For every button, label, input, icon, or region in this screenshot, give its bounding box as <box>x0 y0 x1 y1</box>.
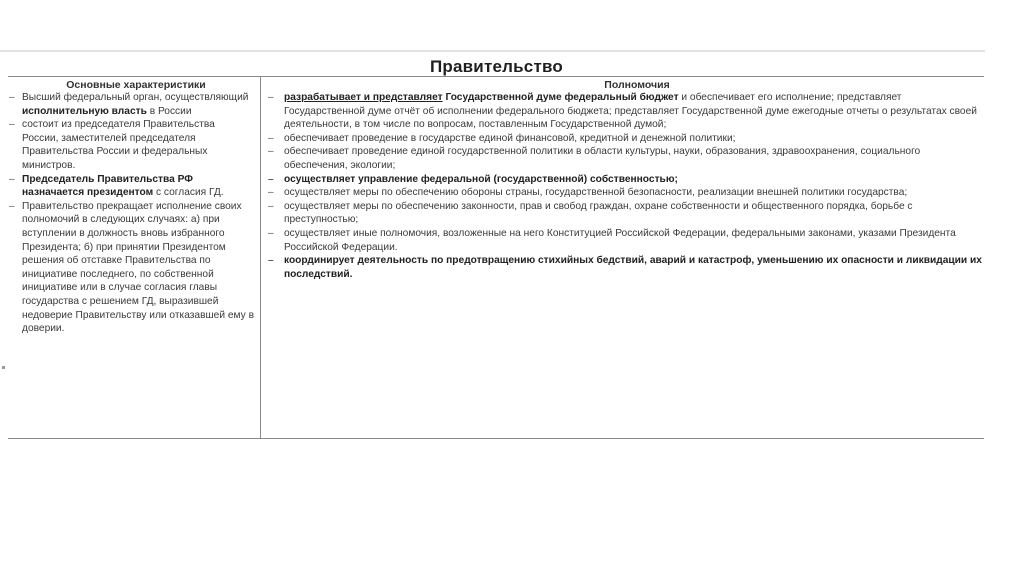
page-title: Правительство <box>430 57 563 76</box>
power-item <box>268 132 982 146</box>
item-text: обеспечивает проведение единой государственной политики в области культуры, науки, образования, здравоохранения, социального обеспечения, экологии; <box>284 146 921 171</box>
item-text: осуществляет меры по обеспечению законности, прав и свобод граждан, охране собственности и общественного порядка, борьбе с преступностью; <box>284 200 913 226</box>
item-text: Высший федеральный орган, осуществляющий <box>22 92 249 103</box>
power-item <box>268 91 982 132</box>
item-text: и обеспечивает его исполнение; представляет Государственной думе отчёт об исполнении федерального бюджета; представляет Государственной думе ежегодные отчеты о результатах своей деятельности, в том числе по вопросам, поставленным Государственной думой; <box>284 92 977 131</box>
slide-top-line <box>0 50 985 52</box>
item-text: осуществляет управление федеральной (государственной) собственностью; <box>284 173 678 185</box>
table-corner-mark <box>2 366 5 369</box>
item-text: с согласия ГД. <box>153 187 224 199</box>
item-text: Правительство прекращает исполнение своих полномочий в следующих случаях: а) при вступлении в должность вновь избранного Президента; б) при принятии Президентом решения об отставке Правительства по инициативе последнего, по собственной инициативе или в случае согласия главы государства с решением ГД, выразившей недоверие Правительству или отказавшей ему в доверии. <box>22 200 254 335</box>
dash-marker: – <box>268 173 274 185</box>
column-divider <box>260 77 261 438</box>
dash-marker: – <box>268 187 274 199</box>
dash-marker: – <box>9 173 15 185</box>
power-item <box>268 145 982 172</box>
item-text-bold: Государственной думе федеральный бюджет <box>442 92 679 103</box>
dash-marker: – <box>9 92 15 103</box>
dash-marker: – <box>268 255 274 267</box>
dash-marker: – <box>9 200 15 212</box>
characteristic-item <box>8 118 254 172</box>
power-item <box>268 254 982 281</box>
characteristics-column <box>8 79 256 336</box>
dash-marker: – <box>268 146 274 158</box>
item-text: обеспечивает проведение в государстве единой финансовой, кредитной и денежной политики; <box>284 132 736 144</box>
characteristic-item <box>8 200 254 336</box>
characteristic-item <box>8 91 254 118</box>
dash-marker: – <box>268 92 274 103</box>
characteristic-item <box>8 173 254 200</box>
power-item <box>268 173 982 187</box>
item-text: осуществляет иные полномочия, возложенные на него Конституцией Российской Федерации, федеральными законами, указами Президента Российской Федерации. <box>284 227 956 253</box>
info-table <box>8 76 984 439</box>
dash-marker: – <box>268 227 274 239</box>
powers-column <box>268 79 982 281</box>
power-item <box>268 200 982 227</box>
item-text: осуществляет меры по обеспечению обороны страны, государственной безопасности, реализации внешней политики государства; <box>284 187 908 199</box>
item-text-bold: Председатель Правительства РФ назначается президентом <box>22 173 193 199</box>
item-text-bold: разрабатывает и представляет <box>284 92 443 103</box>
item-text-bold: исполнительную власть <box>22 105 147 117</box>
item-text: координирует деятельность по предотвращению стихийных бедствий, аварий и катастроф, уменьшению их опасности и ликвидации их последствий. <box>284 255 982 280</box>
item-text: в России <box>146 105 192 117</box>
dash-marker: – <box>9 119 15 131</box>
item-text: состоит из председателя Правительства России, заместителей председателя Правительства России и федеральных министров. <box>22 119 215 171</box>
power-item <box>268 227 982 254</box>
dash-marker: – <box>268 200 274 212</box>
dash-marker: – <box>268 132 274 144</box>
power-item <box>268 186 982 200</box>
characteristics-header: Основные характеристики <box>66 79 206 91</box>
powers-header: Полномочия <box>604 79 670 91</box>
